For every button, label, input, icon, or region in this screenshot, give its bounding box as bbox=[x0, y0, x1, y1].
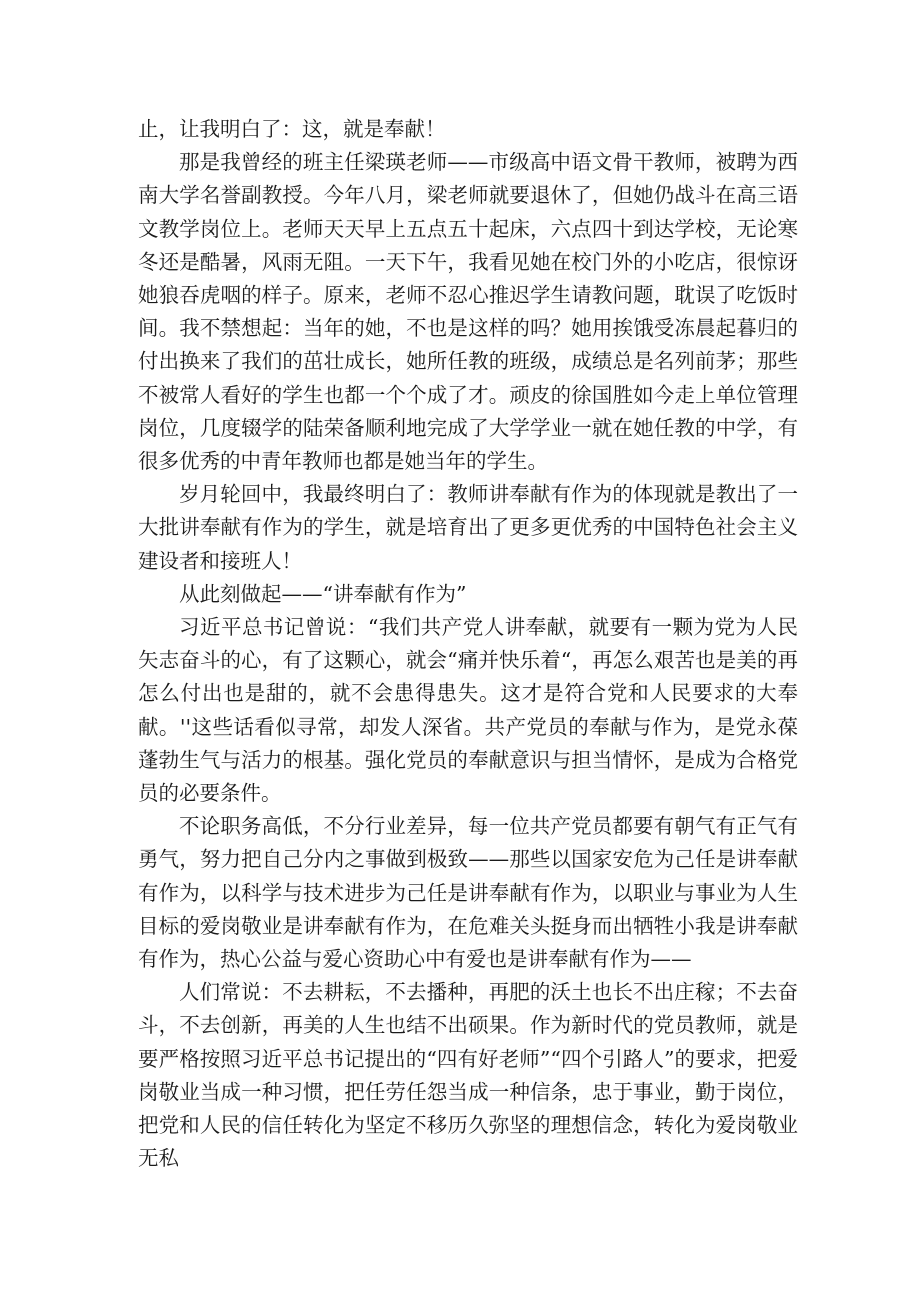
paragraph-1: 止，让我明白了：这，就是奉献！ bbox=[138, 117, 446, 141]
paragraph-6: 人们常说：不去耕耘，不去播种，再肥的沃土也长不出庄稼；不去奋斗，不去创新，再美的人生也结不出硕果。作为新时代的党员教师，就是要严格按照习近平总书记提出的“四有好老师”“四个引路人”的要求，把爱岗敬业当成一种习惯，把任劳任怨当成一种信条，忠于事业，勤于岗位，把党和人民的信任转化为坚定不移历久弥坚的理想信念，转化为爱岗敬业无私 bbox=[138, 980, 798, 1171]
paragraph-4: 习近平总书记曾说：“我们共产党人讲奉献，就要有一颗为党为人民矢志奋斗的心，有了这颗心，就会“痛并快乐着“，再怎么艰苦也是美的再怎么付出也是甜的，就不会患得患失。这才是符合党和人民要求的大奉献。''这些话看似寻常，却发人深省。共产党员的奉献与作为，是党永葆蓬勃生气与活力的根基。强化党员的奉献意识与担当情怀，是成为合格党员的必要条件。 bbox=[138, 615, 798, 806]
section-heading: 从此刻做起——“讲奉献有作为” bbox=[179, 581, 467, 606]
paragraph-3: 岁月轮回中，我最终明白了：教师讲奉献有作为的体现就是教出了一大批讲奉献有作为的学生，就是培育出了更多更优秀的中国特色社会主义建设者和接班人！ bbox=[138, 482, 798, 573]
paragraph-2: 那是我曾经的班主任梁瑛老师——市级高中语文骨干教师，被聘为西南大学名誉副教授。今年八月，梁老师就要退休了，但她仍战斗在高三语文教学岗位上。老师天天早上五点五十起床，六点四十到达学校，无论寒冬还是酷暑，风雨无阻。一天下午，我看见她在校门外的小吃店，很惊讶她狼吞虎咽的样子。原来，老师不忍心推迟学生请教问题，耽误了吃饭时间。我不禁想起：当年的她，不也是这样的吗？她用挨饿受冻晨起暮归的付出换来了我们的茁壮成长，她所任教的班级，成绩总是名列前茅；那些不被常人看好的学生也都一个个成了才。顽皮的徐国胜如今走上单位管理岗位，几度辍学的陆荣备顺利地完成了大学学业一就在她任教的中学，有很多优秀的中青年教师也都是她当年的学生。 bbox=[138, 150, 798, 474]
document-body bbox=[138, 113, 798, 1176]
paragraph-5: 不论职务高低，不分行业差异，每一位共产党员都要有朝气有正气有勇气，努力把自己分内之事做到极致——那些以国家安危为己任是讲奉献有作为，以科学与技术进步为己任是讲奉献有作为，以职业与事业为人生目标的爱岗敬业是讲奉献有作为，在危难关头挺身而出牺牲小我是讲奉献有作为，热心公益与爱心资助心中有爱也是讲奉献有作为—— bbox=[138, 814, 798, 972]
